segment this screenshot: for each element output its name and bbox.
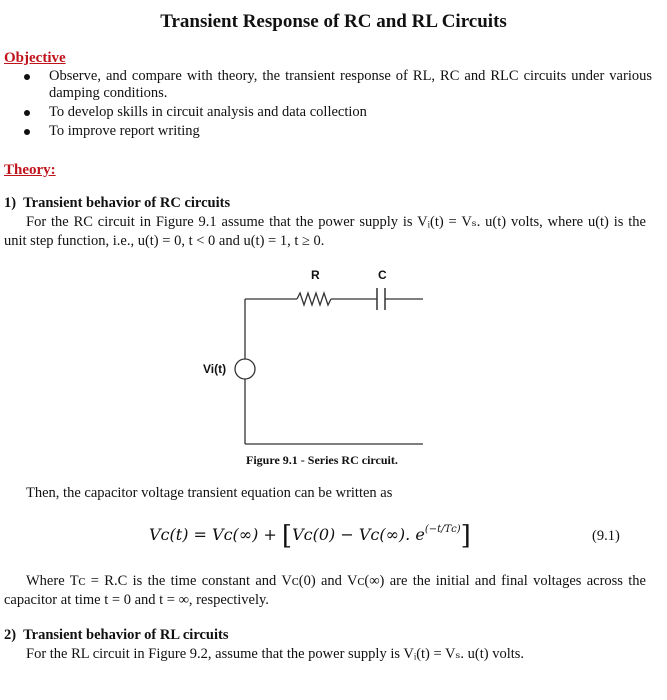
- bullet-icon: [24, 129, 30, 135]
- page-title: Transient Response of RC and RL Circuits: [160, 11, 507, 32]
- equation-exponent: (−t/Tᴄ): [424, 524, 461, 535]
- equation-9-1: [149, 521, 471, 551]
- time-constant-explanation: Where Tᴄ = R.C is the time constant and Vᴄ(0) and Vᴄ(∞) are the initial and final voltages across the capacitor at time t = 0 and t = ∞, respectively.: [4, 573, 646, 608]
- rl-section-heading: 2) Transient behavior of RL circuits: [4, 627, 229, 643]
- rc-section-heading: 1) Transient behavior of RC circuits: [4, 195, 231, 211]
- list-item: Observe, and compare with theory, the transient response of RL, RC and RLC circuits under various damping conditions.: [24, 68, 652, 102]
- objective-list: [24, 68, 652, 142]
- source-label: Vi(t): [203, 362, 227, 376]
- rc-circuit-diagram: [190, 262, 450, 452]
- capacitor-label: C: [378, 268, 387, 282]
- resistor-label: R: [311, 268, 320, 282]
- objective-heading: Objective: [4, 50, 66, 66]
- theory-heading: Theory:: [4, 162, 56, 178]
- bullet-icon: [24, 74, 30, 80]
- voltage-source-symbol: [235, 359, 255, 379]
- bracket-open-icon: [: [281, 521, 293, 551]
- list-item: To develop skills in circuit analysis and data collection: [24, 104, 652, 121]
- equation-bracket-term: Vᴄ(0) − Vᴄ(∞). e: [292, 525, 425, 544]
- equation-lhs: Vᴄ(t) = Vᴄ(∞) +: [149, 525, 282, 544]
- equation-intro: Then, the capacitor voltage transient equation can be written as: [26, 485, 393, 501]
- equation-number: (9.1): [592, 528, 620, 544]
- rl-intro-paragraph: For the RL circuit in Figure 9.2, assume that the power supply is Vᵢ(t) = Vₛ. u(t) volts.: [26, 646, 525, 662]
- list-item: To improve report writing: [24, 123, 652, 140]
- resistor-symbol: [297, 293, 331, 305]
- bracket-close-icon: ]: [460, 521, 471, 551]
- bullet-icon: [24, 110, 30, 116]
- rc-intro-paragraph: For the RC circuit in Figure 9.1 assume that the power supply is Vᵢ(t) = Vₛ. u(t) volts, where u(t) is the unit step function, i.e., u(t) = 0, t < 0 and u(t) = 1, t ≥ 0.: [4, 214, 646, 249]
- figure-caption: Figure 9.1 - Series RC circuit.: [246, 453, 398, 467]
